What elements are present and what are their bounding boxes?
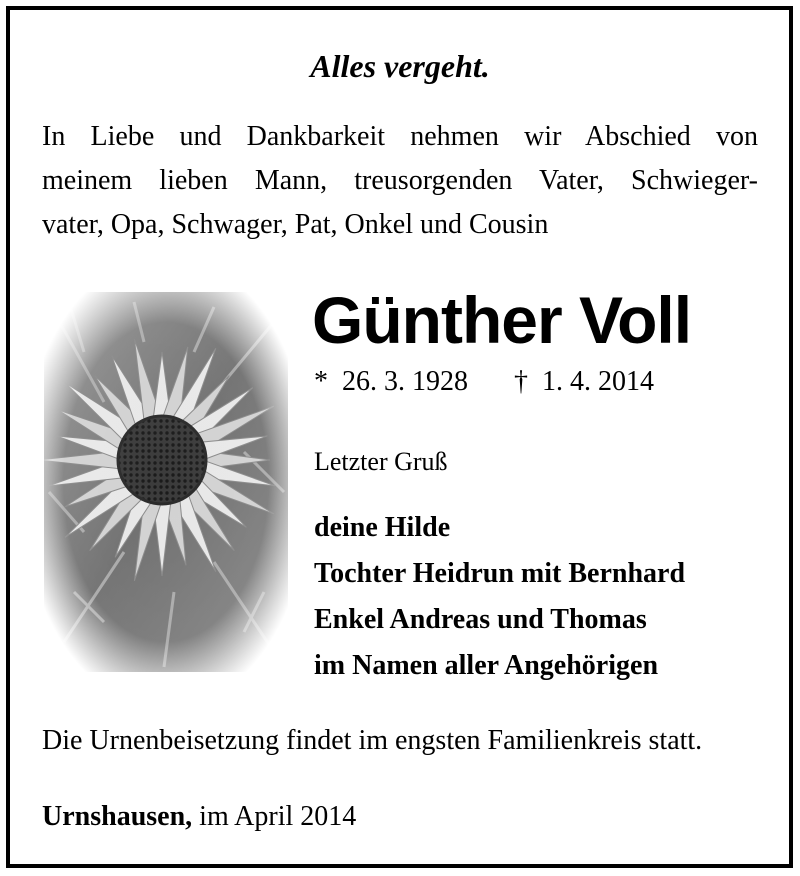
mourner-line: deine Hilde bbox=[314, 512, 451, 543]
life-dates bbox=[314, 364, 654, 400]
greeting: Letzter Gruß bbox=[314, 447, 448, 476]
mourner-line: im Namen aller Angehörigen bbox=[314, 650, 659, 681]
thistle-flower-photo bbox=[44, 292, 288, 672]
mourners-list bbox=[314, 505, 685, 689]
burial-note: Die Urnenbeisetzung findet im engsten Familienkreis statt. bbox=[42, 725, 703, 756]
mourner-line: Tochter Heidrun mit Bernhard bbox=[314, 558, 686, 589]
intro-text bbox=[42, 115, 758, 247]
motto: Alles vergeht. bbox=[310, 48, 490, 84]
birth-symbol: * bbox=[314, 366, 328, 397]
mourner-line: Enkel Andreas und Thomas bbox=[314, 604, 647, 635]
intro-line: In Liebe und Dankbarkeit nehmen wir Abschied von bbox=[42, 121, 758, 152]
death-date: 1. 4. 2014 bbox=[542, 366, 654, 397]
death-cross-symbol: † bbox=[514, 366, 528, 397]
place-date: im April 2014 bbox=[199, 801, 357, 832]
place-city: Urnshausen, bbox=[42, 801, 193, 832]
deceased-name: Günther Voll bbox=[312, 283, 692, 357]
birth-date: 26. 3. 1928 bbox=[342, 366, 468, 397]
place-and-date bbox=[42, 797, 356, 837]
intro-line: meinem lieben Mann, treusorgenden Vater, Schwieger- bbox=[42, 165, 758, 196]
intro-line: vater, Opa, Schwager, Pat, Onkel und Cousin bbox=[42, 209, 549, 240]
